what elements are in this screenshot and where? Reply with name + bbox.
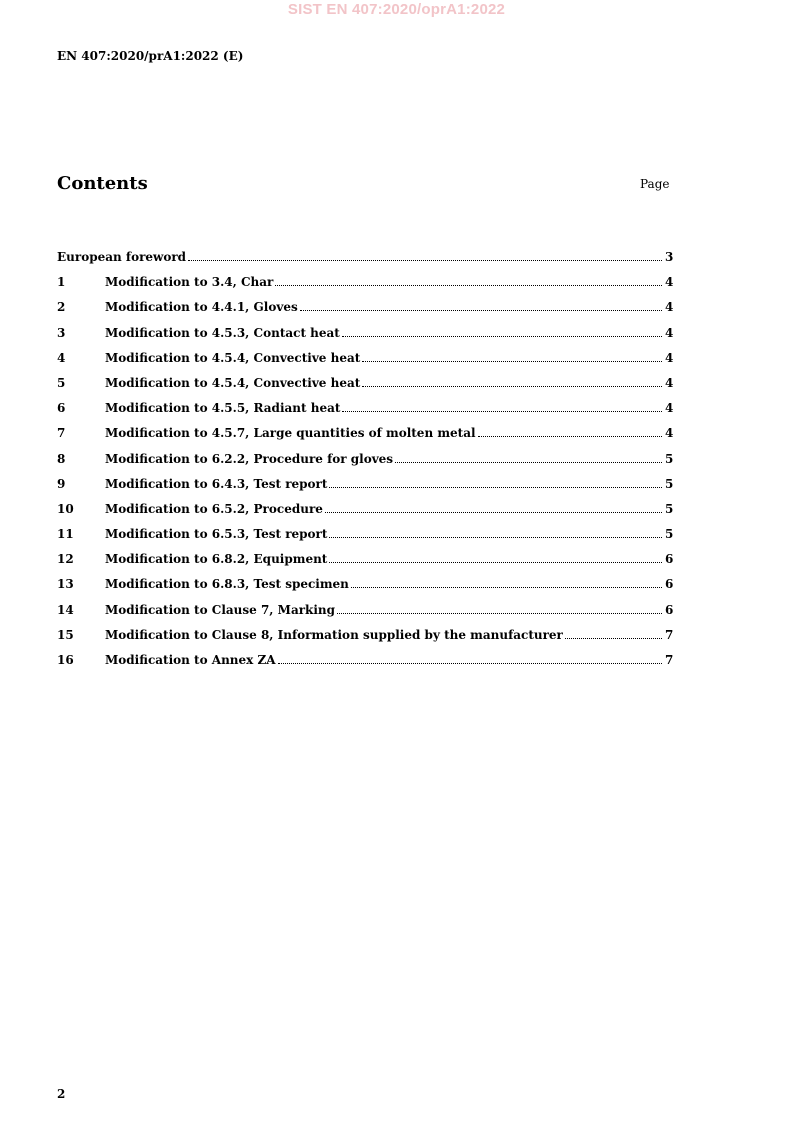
toc-entry-number: 15 [57, 627, 74, 642]
dot-leader [362, 360, 662, 362]
dot-leader [342, 335, 662, 337]
dot-leader [395, 461, 662, 463]
toc-entry-page: 5 [665, 501, 674, 516]
toc-entry-number: 12 [57, 552, 74, 567]
dot-leader [337, 612, 662, 614]
toc-entry-title: Modification to 3.4, Char [105, 275, 274, 290]
dot-leader [329, 486, 662, 488]
toc-entry-title: Modification to 6.8.3, Test specimen [105, 577, 349, 592]
toc-entry-number: 4 [57, 350, 66, 365]
watermark: SIST EN 407:2020/oprA1:2022 [287, 1, 506, 18]
page-number: 2 [57, 1087, 66, 1101]
toc-entry-page: 5 [665, 476, 674, 491]
dot-leader [275, 284, 662, 286]
toc-entry[interactable] [57, 550, 673, 575]
toc-entry-number: 8 [57, 451, 66, 466]
toc-entry-title: Modification to 4.4.1, Gloves [105, 300, 298, 315]
toc-entry-title: Modification to 4.5.3, Contact heat [105, 325, 340, 340]
dot-leader [329, 536, 662, 538]
toc-entry[interactable] [57, 399, 673, 424]
toc-entry-number: 7 [57, 426, 66, 441]
toc-entry-title: Modification to Annex ZA [105, 653, 276, 667]
table-of-contents [57, 248, 673, 676]
toc-entry-title: Modification to 6.4.3, Test report [105, 476, 328, 491]
toc-entry-title: Modification to Clause 7, Marking [105, 602, 336, 617]
toc-entry-title: Modification to 4.5.5, Radiant heat [105, 401, 341, 416]
toc-entry-page: 4 [665, 300, 674, 315]
dot-leader [351, 586, 662, 588]
toc-entry-page: 4 [665, 426, 674, 441]
toc-entry-title: Modification to Clause 8, Information supplied by the manufacturer [105, 627, 563, 642]
page-column-label: Page [640, 177, 670, 191]
toc-entry[interactable] [57, 525, 673, 550]
toc-entry-title: Modification to 6.5.2, Procedure [105, 501, 323, 516]
toc-entry[interactable] [57, 324, 673, 349]
toc-entry-title: Modification to 6.5.3, Test report [105, 527, 328, 542]
toc-entry-page: 6 [665, 602, 674, 617]
toc-entry[interactable] [57, 575, 673, 600]
toc-entry[interactable] [57, 475, 673, 500]
toc-entry-page: 4 [665, 325, 674, 340]
toc-entry-page: 3 [665, 250, 674, 264]
dot-leader [565, 637, 662, 639]
toc-entry-title: Modification to 4.5.7, Large quantities of molten metal [105, 426, 476, 441]
toc-entry[interactable] [57, 349, 673, 374]
toc-entry-page: 6 [665, 577, 674, 592]
toc-entry-page: 5 [665, 451, 674, 466]
dot-leader [478, 435, 662, 437]
toc-entry-number: 11 [57, 527, 74, 542]
toc-entry-page: 4 [665, 401, 674, 416]
toc-entry[interactable] [57, 273, 673, 298]
toc-entry-number: 16 [57, 653, 74, 667]
dot-leader [300, 309, 662, 311]
dot-leader [325, 511, 662, 513]
toc-entry[interactable] [57, 626, 673, 651]
toc-entry-number: 13 [57, 577, 74, 592]
document-id: EN 407:2020/prA1:2022 (E) [57, 49, 244, 63]
toc-entry-page: 4 [665, 375, 674, 390]
toc-entry-number: 9 [57, 476, 66, 491]
toc-entry-title: Modification to 4.5.4, Convective heat [105, 375, 361, 390]
toc-entry[interactable] [57, 500, 673, 525]
toc-entry-number: 5 [57, 375, 66, 390]
toc-entry-number: 2 [57, 300, 66, 315]
toc-entry-page: 5 [665, 527, 674, 542]
toc-entry-title: Modification to 6.8.2, Equipment [105, 552, 328, 567]
toc-entry-number: 1 [57, 275, 66, 290]
dot-leader [362, 385, 662, 387]
contents-heading: Contents [57, 173, 148, 194]
dot-leader [329, 561, 662, 563]
toc-entry-title: European foreword [57, 250, 187, 264]
dot-leader [278, 662, 662, 664]
toc-entry-page: 7 [665, 653, 674, 667]
toc-entry[interactable] [57, 374, 673, 399]
toc-entry-number: 14 [57, 602, 74, 617]
toc-entry[interactable] [57, 450, 673, 475]
dot-leader [188, 259, 662, 261]
toc-entry-title: Modification to 6.2.2, Procedure for gloves [105, 451, 394, 466]
toc-entry-number: 10 [57, 501, 74, 516]
toc-entry-number: 3 [57, 325, 66, 340]
toc-entry[interactable] [57, 601, 673, 626]
toc-entry[interactable] [57, 298, 673, 323]
toc-entry[interactable] [57, 651, 673, 676]
dot-leader [342, 410, 662, 412]
toc-entry[interactable] [57, 424, 673, 449]
toc-entry[interactable] [57, 248, 673, 273]
toc-entry-page: 4 [665, 350, 674, 365]
toc-entry-title: Modification to 4.5.4, Convective heat [105, 350, 361, 365]
toc-entry-page: 7 [665, 627, 674, 642]
toc-entry-number: 6 [57, 401, 66, 416]
toc-entry-page: 4 [665, 275, 674, 290]
toc-entry-page: 6 [665, 552, 674, 567]
